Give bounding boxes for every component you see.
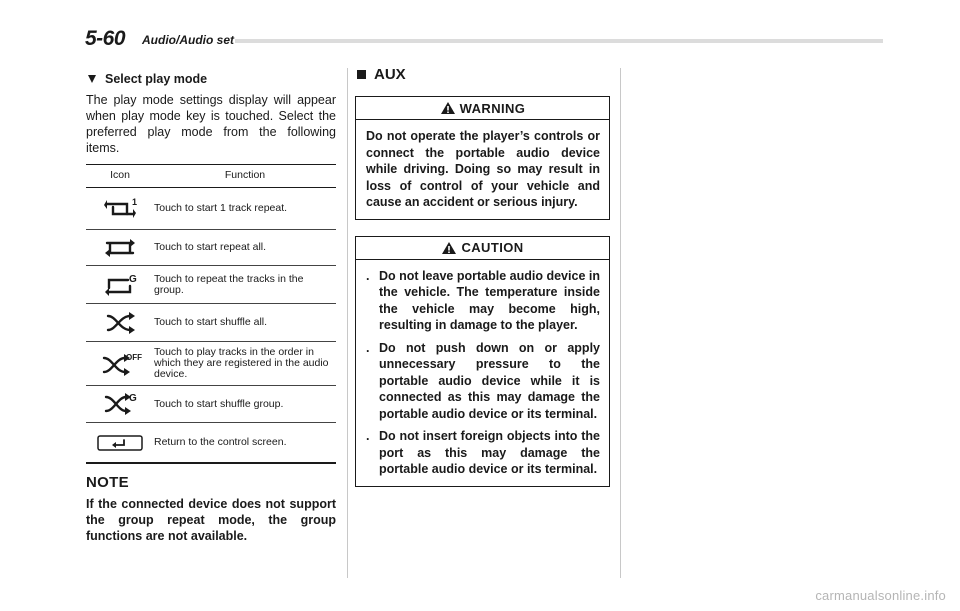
play-mode-table — [86, 164, 336, 464]
warning-title: WARNING — [459, 100, 526, 116]
bullet-dot: . — [366, 268, 370, 283]
warning-box — [355, 96, 610, 220]
watermark: carmanualsonline.info — [815, 588, 946, 603]
function-text: Touch to start shuffle group. — [154, 386, 336, 423]
bullet-dot: . — [366, 429, 370, 443]
section-name: Audio/Audio set — [142, 33, 234, 47]
function-column-header: Function — [154, 165, 336, 188]
svg-text:G: G — [129, 273, 137, 285]
table-row — [86, 386, 336, 423]
warning-title-bar — [356, 97, 609, 120]
intro-paragraph: The play mode settings display will appear when play mode key is touched. Select the preferred play mode from the following items. — [86, 93, 336, 155]
repeat-group-icon — [100, 272, 140, 298]
note-text: If the connected device does not support the group repeat mode, the group functions are not available. — [86, 497, 336, 543]
table-header-row — [86, 165, 336, 188]
return-icon — [96, 433, 144, 453]
icon-column-header: Icon — [86, 165, 154, 188]
aux-heading-text: AUX — [374, 66, 406, 83]
caution-box — [355, 236, 610, 487]
middle-column — [355, 66, 610, 487]
caution-title: CAUTION — [461, 240, 524, 255]
caution-list — [356, 260, 609, 486]
svg-text:G: G — [129, 393, 137, 404]
function-text: Touch to play tracks in the order in which they are registered in the audio device. — [154, 342, 336, 386]
table-row — [86, 423, 336, 464]
table-row — [86, 188, 336, 230]
aux-heading — [357, 66, 610, 83]
repeat-all-icon — [100, 235, 140, 261]
function-text: Touch to start repeat all. — [154, 230, 336, 266]
shuffle-all-icon — [100, 310, 140, 336]
column-divider — [347, 68, 348, 578]
svg-text:1: 1 — [132, 196, 138, 207]
play-mode-subheading — [88, 72, 336, 86]
shuffle-group-icon — [100, 391, 140, 417]
function-text: Touch to start 1 track repeat. — [154, 188, 336, 230]
table-row — [86, 304, 336, 342]
function-text: Touch to repeat the tracks in the group. — [154, 266, 336, 304]
table-row — [86, 342, 336, 386]
caution-triangle-icon — [441, 241, 457, 255]
list-item — [366, 268, 600, 334]
function-text: Touch to start shuffle all. — [154, 304, 336, 342]
left-column — [86, 72, 336, 544]
page-header — [85, 27, 885, 49]
caution-item-text: Do not insert foreign objects into the port as this may damage the portable audio device or its terminal. — [379, 429, 600, 476]
triangle-bullet-icon — [88, 75, 96, 83]
warning-triangle-icon — [440, 101, 456, 115]
repeat-one-icon — [100, 196, 140, 222]
caution-title-bar — [356, 237, 609, 260]
page-number: 5-60 — [85, 27, 126, 50]
table-row — [86, 266, 336, 304]
column-divider-right — [620, 68, 621, 578]
square-bullet-icon — [357, 70, 366, 79]
bullet-dot: . — [366, 340, 370, 355]
shuffle-off-icon — [98, 350, 142, 378]
list-item — [366, 340, 600, 423]
table-row — [86, 230, 336, 266]
caution-item-text: Do not leave portable audio device in the vehicle. The temperature inside the vehicle may become high, resulting in damage to the player. — [379, 268, 600, 332]
warning-text: Do not operate the player’s controls or connect the portable audio device while driving. Doing so may result in loss of control of your vehicle and cause an accident or serious injury. — [366, 129, 600, 209]
svg-text:OFF: OFF — [126, 352, 142, 362]
header-rule — [235, 39, 883, 43]
caution-item-text: Do not push down on or apply unnecessary pressure to the portable audio device while it is connected as this may damage the portable audio device or its terminal. — [379, 340, 600, 421]
function-text: Return to the control screen. — [154, 423, 336, 464]
note-title: NOTE — [86, 474, 129, 491]
list-item — [366, 428, 600, 478]
subheading-text: Select play mode — [105, 72, 208, 86]
